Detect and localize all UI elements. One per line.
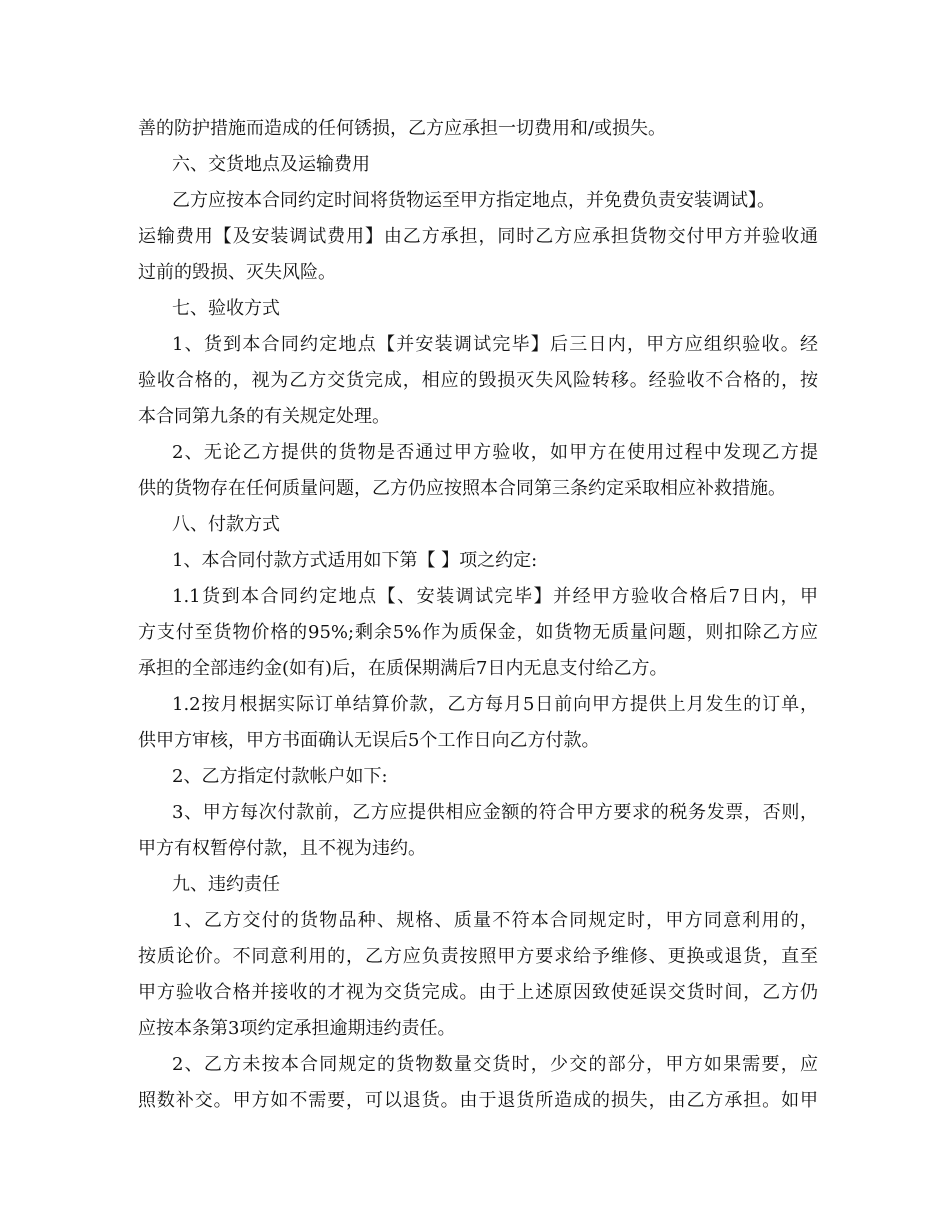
text-line: 2、无论乙方提供的货物是否通过甲方验收，如甲方在使用过程中发现乙方提 xyxy=(172,442,818,463)
text-line: 3、甲方每次付款前，乙方应提供相应金额的符合甲方要求的税务发票，否则， xyxy=(172,802,818,823)
text-line: 善的防护措施而造成的任何锈损，乙方应承担一切费用和/或损失。 xyxy=(138,118,667,139)
text-line: 1.1货到本合同约定地点【、安装调试完毕】并经甲方验收合格后7日内，甲 xyxy=(172,586,818,607)
text-line: 1、本合同付款方式适用如下第【 】项之约定: xyxy=(172,550,538,571)
text-line: 照数补交。甲方如不需要，可以退货。由于退货所造成的损失，由乙方承担。如甲 xyxy=(138,1090,818,1111)
text-line: 2、乙方指定付款帐户如下: xyxy=(172,766,388,787)
text-line: 运输费用【及安装调试费用】由乙方承担，同时乙方应承担货物交付甲方并验收通 xyxy=(138,226,818,247)
text-line: 供甲方审核，甲方书面确认无误后5个工作日向乙方付款。 xyxy=(138,730,600,751)
text-line: 方支付至货物价格的95%;剩余5%作为质保金，如货物无质量问题，则扣除乙方应 xyxy=(138,622,818,643)
text-line: 过前的毁损、灭失风险。 xyxy=(138,262,336,283)
text-line: 乙方应按本合同约定时间将货物运至甲方指定地点，并免费负责安装调试】。 xyxy=(172,190,775,211)
section-heading: 九、违约责任 xyxy=(172,874,280,895)
section-heading: 六、交货地点及运输费用 xyxy=(172,154,370,175)
text-line: 验收合格的，视为乙方交货完成，相应的毁损灭失风险转移。经验收不合格的，按 xyxy=(138,370,818,391)
section-heading: 八、付款方式 xyxy=(172,514,280,535)
text-line: 甲方验收合格并接收的才视为交货完成。由于上述原因致使延误交货时间，乙方仍 xyxy=(138,982,818,1003)
text-line: 1、货到本合同约定地点【并安装调试完毕】后三日内，甲方应组织验收。经 xyxy=(172,334,818,355)
text-line: 甲方有权暂停付款，且不视为违约。 xyxy=(138,838,426,859)
text-line: 2、乙方未按本合同规定的货物数量交货时，少交的部分，甲方如果需要，应 xyxy=(172,1054,818,1075)
text-line: 1.2按月根据实际订单结算价款，乙方每月5日前向甲方提供上月发生的订单， xyxy=(172,694,818,715)
text-line: 供的货物存在任何质量问题，乙方仍应按照本合同第三条约定采取相应补救措施。 xyxy=(138,478,786,499)
text-line: 1、乙方交付的货物品种、规格、质量不符本合同规定时，甲方同意利用的， xyxy=(172,910,818,931)
section-heading: 七、验收方式 xyxy=(172,298,280,319)
text-line: 应按本条第3项约定承担逾期违约责任。 xyxy=(138,1018,456,1039)
text-line: 按质论价。不同意利用的，乙方应负责按照甲方要求给予维修、更换或退货，直至 xyxy=(138,946,818,967)
text-line: 承担的全部违约金(如有)后，在质保期满后7日内无息支付给乙方。 xyxy=(138,658,668,679)
text-line: 本合同第九条的有关规定处理。 xyxy=(138,406,390,427)
